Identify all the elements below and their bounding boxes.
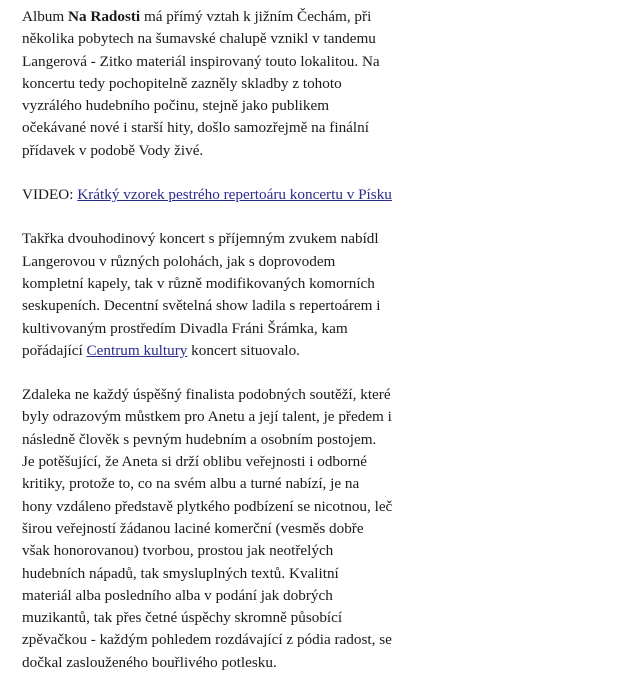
text-line: Langerová - Zitko materiál inspirovaný touto lokalitou. Na — [22, 52, 380, 70]
text-line: hudebních nápadů, tak smysluplných textů. Kvalitní — [22, 564, 339, 582]
text-line: však honorovanou) tvorbou, prostou jak neotřelých — [22, 542, 334, 560]
paragraph-review — [22, 384, 632, 674]
text-line: následně člověk s pevným hudebním a osobním postojem. — [22, 430, 377, 448]
text-line: Zdaleka ne každý úspěšný finalista podobných soutěží, které — [22, 386, 391, 404]
paragraph-album — [22, 6, 632, 162]
text-line: kompletní kapely, tak v různě modifikovaných komorních — [22, 274, 375, 292]
centrum-kultury-link[interactable]: Centrum kultury — [86, 341, 188, 359]
text-line: byly odrazovým můstkem pro Anetu a její talent, je předem i — [22, 408, 392, 426]
paragraph-concert — [22, 228, 632, 362]
text-line: Takřka dvouhodinový koncert s příjemným zvukem nabídl — [22, 230, 379, 248]
article-body — [22, 6, 632, 696]
text-line — [22, 184, 632, 206]
text-line: Langerovou v různých polohách, jak s doprovodem — [22, 252, 336, 270]
video-link[interactable]: Krátký vzorek pestrého repertoáru koncertu v Písku — [77, 186, 392, 204]
text-line: širou veřejností žádanou laciné komerční (vesměs dobře — [22, 519, 364, 537]
text-line: zpěvačkou - každým pohledem rozdávající z pódia radost, se — [22, 631, 392, 649]
text-line: Je potěšující, že Aneta si drží oblibu veřejnosti i odborné — [22, 453, 368, 471]
text-line: několika pobytech na šumavské chalupě vznikl v tandemu — [22, 30, 376, 48]
text-line: koncertu tedy pochopitelně zazněly skladby z tohoto — [22, 74, 342, 92]
text-line: hony vzdáleno představě plytkého podbízení se nicotnou, leč — [22, 497, 393, 515]
text-line: seskupeních. Decentní světelná show ladila s repertoárem i — [22, 297, 381, 315]
text-line: Album Na Radosti má přímý vztah k jižním Čechám, při — [22, 8, 372, 25]
album-title: Na Radosti — [68, 8, 141, 25]
video-label: VIDEO: — [22, 186, 78, 204]
text-line: přídavek v podobě Vody živé. — [22, 141, 204, 159]
paragraph-video — [22, 184, 632, 206]
text-line: dočkal zaslouženého bouřlivého potlesku. — [22, 653, 277, 671]
text-line: kritiky, protože to, co na svém albu a turné nabízí, je na — [22, 475, 360, 493]
text-line: vyzrálého hudebního počinu, stejně jako publikem — [22, 97, 330, 115]
text-line: pořádající Centrum kultury koncert situovalo. — [22, 341, 300, 359]
text-line: kultivovaným prostředím Divadla Fráni Šrámka, kam — [22, 319, 348, 337]
text-line: očekávané nové i starší hity, došlo samozřejmě na finální — [22, 119, 369, 137]
text-line: muzikantů, tak přes četné úspěchy skromně působící — [22, 609, 343, 627]
text-line: materiál alba posledního alba v podání jak dobrých — [22, 586, 333, 604]
